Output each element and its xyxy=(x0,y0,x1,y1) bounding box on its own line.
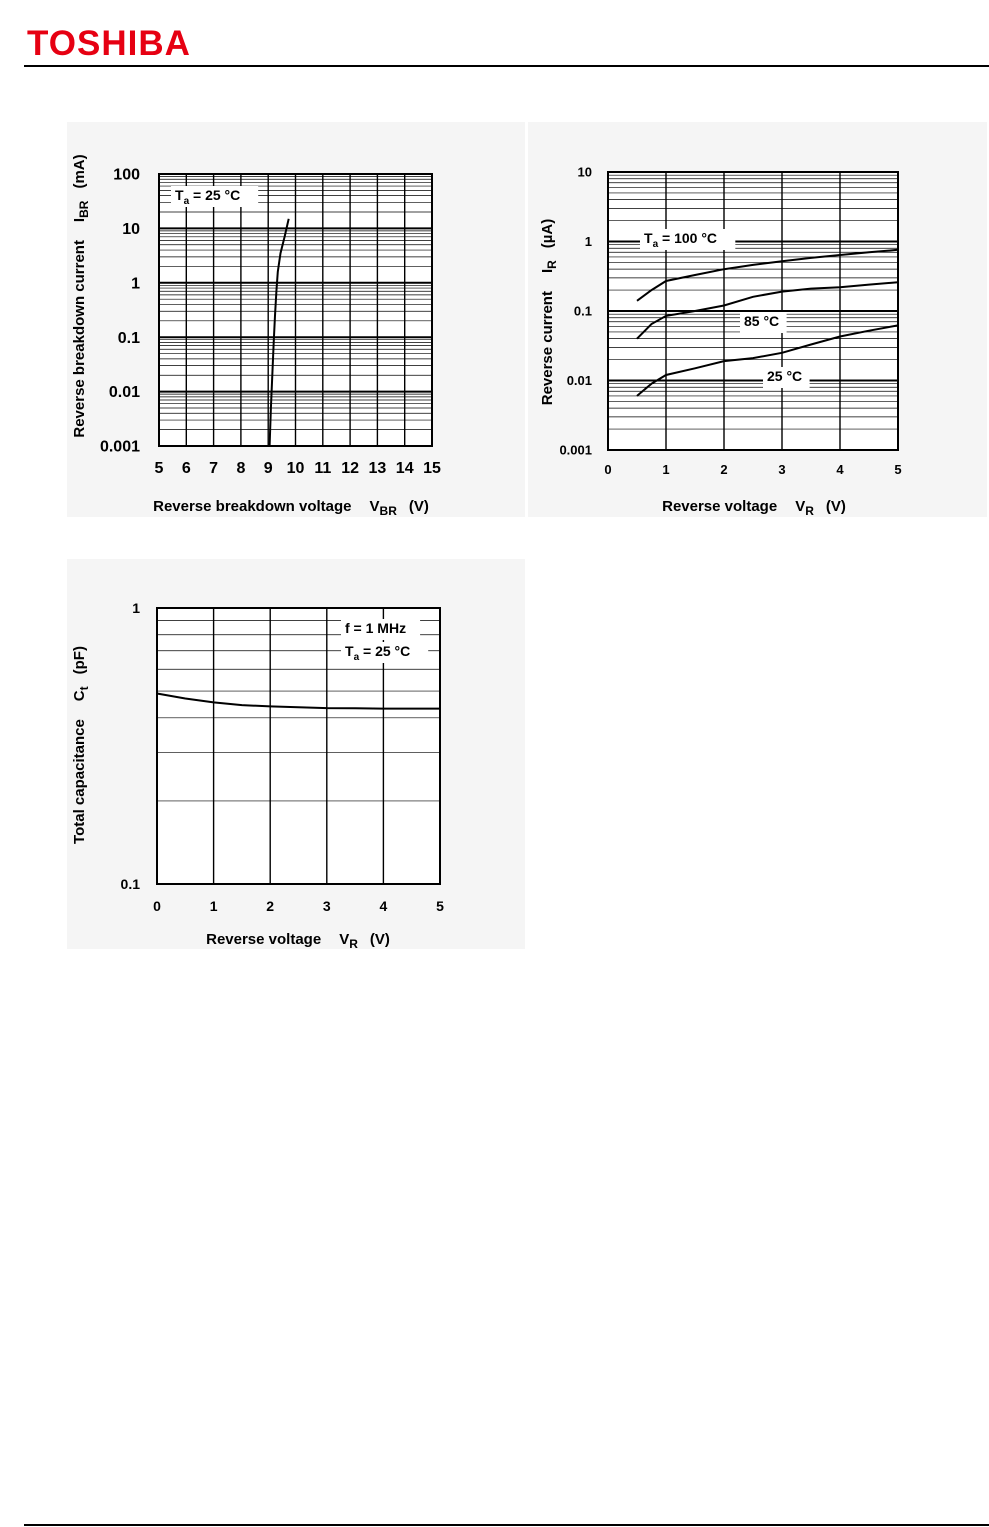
brand-logo: TOSHIBA xyxy=(27,24,191,63)
annotation-subscript: a xyxy=(652,239,659,250)
x-axis-title-symbol: V xyxy=(339,931,350,948)
footer-rule xyxy=(24,1524,989,1526)
y-tick-label: 0.1 xyxy=(120,875,140,892)
y-axis-title-symbol: I xyxy=(539,268,556,274)
annotation-text: 85 °C xyxy=(744,313,780,329)
x-tick-label: 1 xyxy=(662,462,670,477)
y-axis-title xyxy=(539,219,559,406)
y-axis-title-text: Reverse breakdown current xyxy=(71,240,88,438)
chart-panel-reverse-current xyxy=(528,122,987,517)
y-axis-title-unit: (pF) xyxy=(71,646,88,675)
x-tick-label: 1 xyxy=(209,898,218,914)
x-tick-label: 0 xyxy=(153,898,161,914)
x-tick-label: 2 xyxy=(720,462,728,477)
y-axis-title xyxy=(71,154,91,437)
annotation-text: 25 °C xyxy=(767,368,803,384)
y-tick-label: 10 xyxy=(122,221,140,238)
x-tick-label: 11 xyxy=(314,460,332,477)
x-axis-title-text: Reverse voltage xyxy=(206,931,322,948)
x-axis-title-text: Reverse breakdown voltage xyxy=(153,498,352,515)
x-axis-title-subscript: R xyxy=(805,504,814,518)
x-tick-label: 13 xyxy=(368,460,387,477)
annotation-text: f = 1 MHz xyxy=(345,620,407,636)
x-tick-label: 5 xyxy=(894,462,902,477)
x-axis-title xyxy=(206,931,390,951)
annotation-text: = 25 °C xyxy=(189,187,241,203)
y-tick-label: 0.001 xyxy=(99,438,140,456)
y-tick-label: 100 xyxy=(113,166,140,184)
y-tick-label: 0.1 xyxy=(117,329,140,347)
annotation-symbol: T xyxy=(345,643,354,659)
y-axis-title-subscript: t xyxy=(77,686,91,691)
chart-panel-breakdown xyxy=(67,122,525,517)
x-tick-label: 3 xyxy=(322,898,331,914)
x-axis-title-unit: (V) xyxy=(369,931,390,948)
x-tick-label: 4 xyxy=(836,462,844,477)
y-tick-label: 1 xyxy=(584,234,592,250)
x-tick-label: 6 xyxy=(181,460,191,477)
x-axis-title-unit: (V) xyxy=(825,498,846,515)
x-axis-title-subscript: R xyxy=(349,937,358,951)
header-rule xyxy=(24,65,989,67)
x-axis-title-symbol: V xyxy=(795,498,806,515)
chart-breakdown-current xyxy=(67,122,525,517)
annotation-label xyxy=(767,368,802,384)
x-axis-title-subscript: BR xyxy=(379,504,397,518)
annotation-text: = 25 °C xyxy=(359,643,411,659)
y-axis-title-unit: (mA) xyxy=(71,154,88,189)
x-tick-label: 8 xyxy=(236,460,246,477)
chart-reverse-current xyxy=(528,122,987,517)
y-axis-title-symbol: C xyxy=(71,690,88,702)
y-axis-title xyxy=(71,646,91,844)
annotation-label xyxy=(744,313,779,329)
y-tick-label: 1 xyxy=(132,599,140,616)
annotation-label xyxy=(345,620,406,636)
y-axis-title-symbol: I xyxy=(71,217,88,223)
x-tick-label: 9 xyxy=(263,460,273,477)
x-tick-label: 7 xyxy=(209,460,219,477)
x-axis-title xyxy=(153,498,429,518)
x-axis-title-text: Reverse voltage xyxy=(662,498,778,515)
y-tick-label: 0.01 xyxy=(108,384,140,402)
x-axis-title xyxy=(662,498,846,518)
annotation-subscript: a xyxy=(183,196,190,207)
x-axis-title-symbol: V xyxy=(369,498,380,515)
y-axis-title-subscript: R xyxy=(545,260,559,269)
x-tick-label: 15 xyxy=(423,460,441,477)
y-tick-label: 0.1 xyxy=(573,303,592,319)
y-axis-title-unit: (µA) xyxy=(539,218,556,249)
x-tick-label: 2 xyxy=(266,898,275,914)
x-tick-label: 3 xyxy=(778,462,786,477)
y-tick-label: 1 xyxy=(131,275,140,293)
x-tick-label: 5 xyxy=(154,460,164,477)
y-axis-title-subscript: BR xyxy=(77,200,91,218)
y-tick-label: 10 xyxy=(577,164,592,180)
chart-total-capacitance xyxy=(67,559,525,949)
y-tick-label: 0.01 xyxy=(566,373,592,389)
annotation-subscript: a xyxy=(353,652,360,663)
annotation-symbol: T xyxy=(644,230,653,246)
y-axis-title-text: Reverse current xyxy=(539,291,556,406)
x-tick-label: 10 xyxy=(286,460,305,477)
annotation-text: = 100 °C xyxy=(658,230,718,246)
x-tick-label: 0 xyxy=(604,462,612,477)
y-axis-title-text: Total capacitance xyxy=(71,719,88,844)
x-tick-label: 12 xyxy=(341,460,359,477)
y-tick-label: 0.001 xyxy=(559,442,592,458)
chart-panel-capacitance xyxy=(67,559,525,949)
x-tick-label: 14 xyxy=(395,460,414,477)
x-tick-label: 4 xyxy=(379,898,388,914)
x-tick-label: 5 xyxy=(436,898,444,914)
x-axis-title-unit: (V) xyxy=(408,498,429,515)
annotation-symbol: T xyxy=(175,187,184,203)
